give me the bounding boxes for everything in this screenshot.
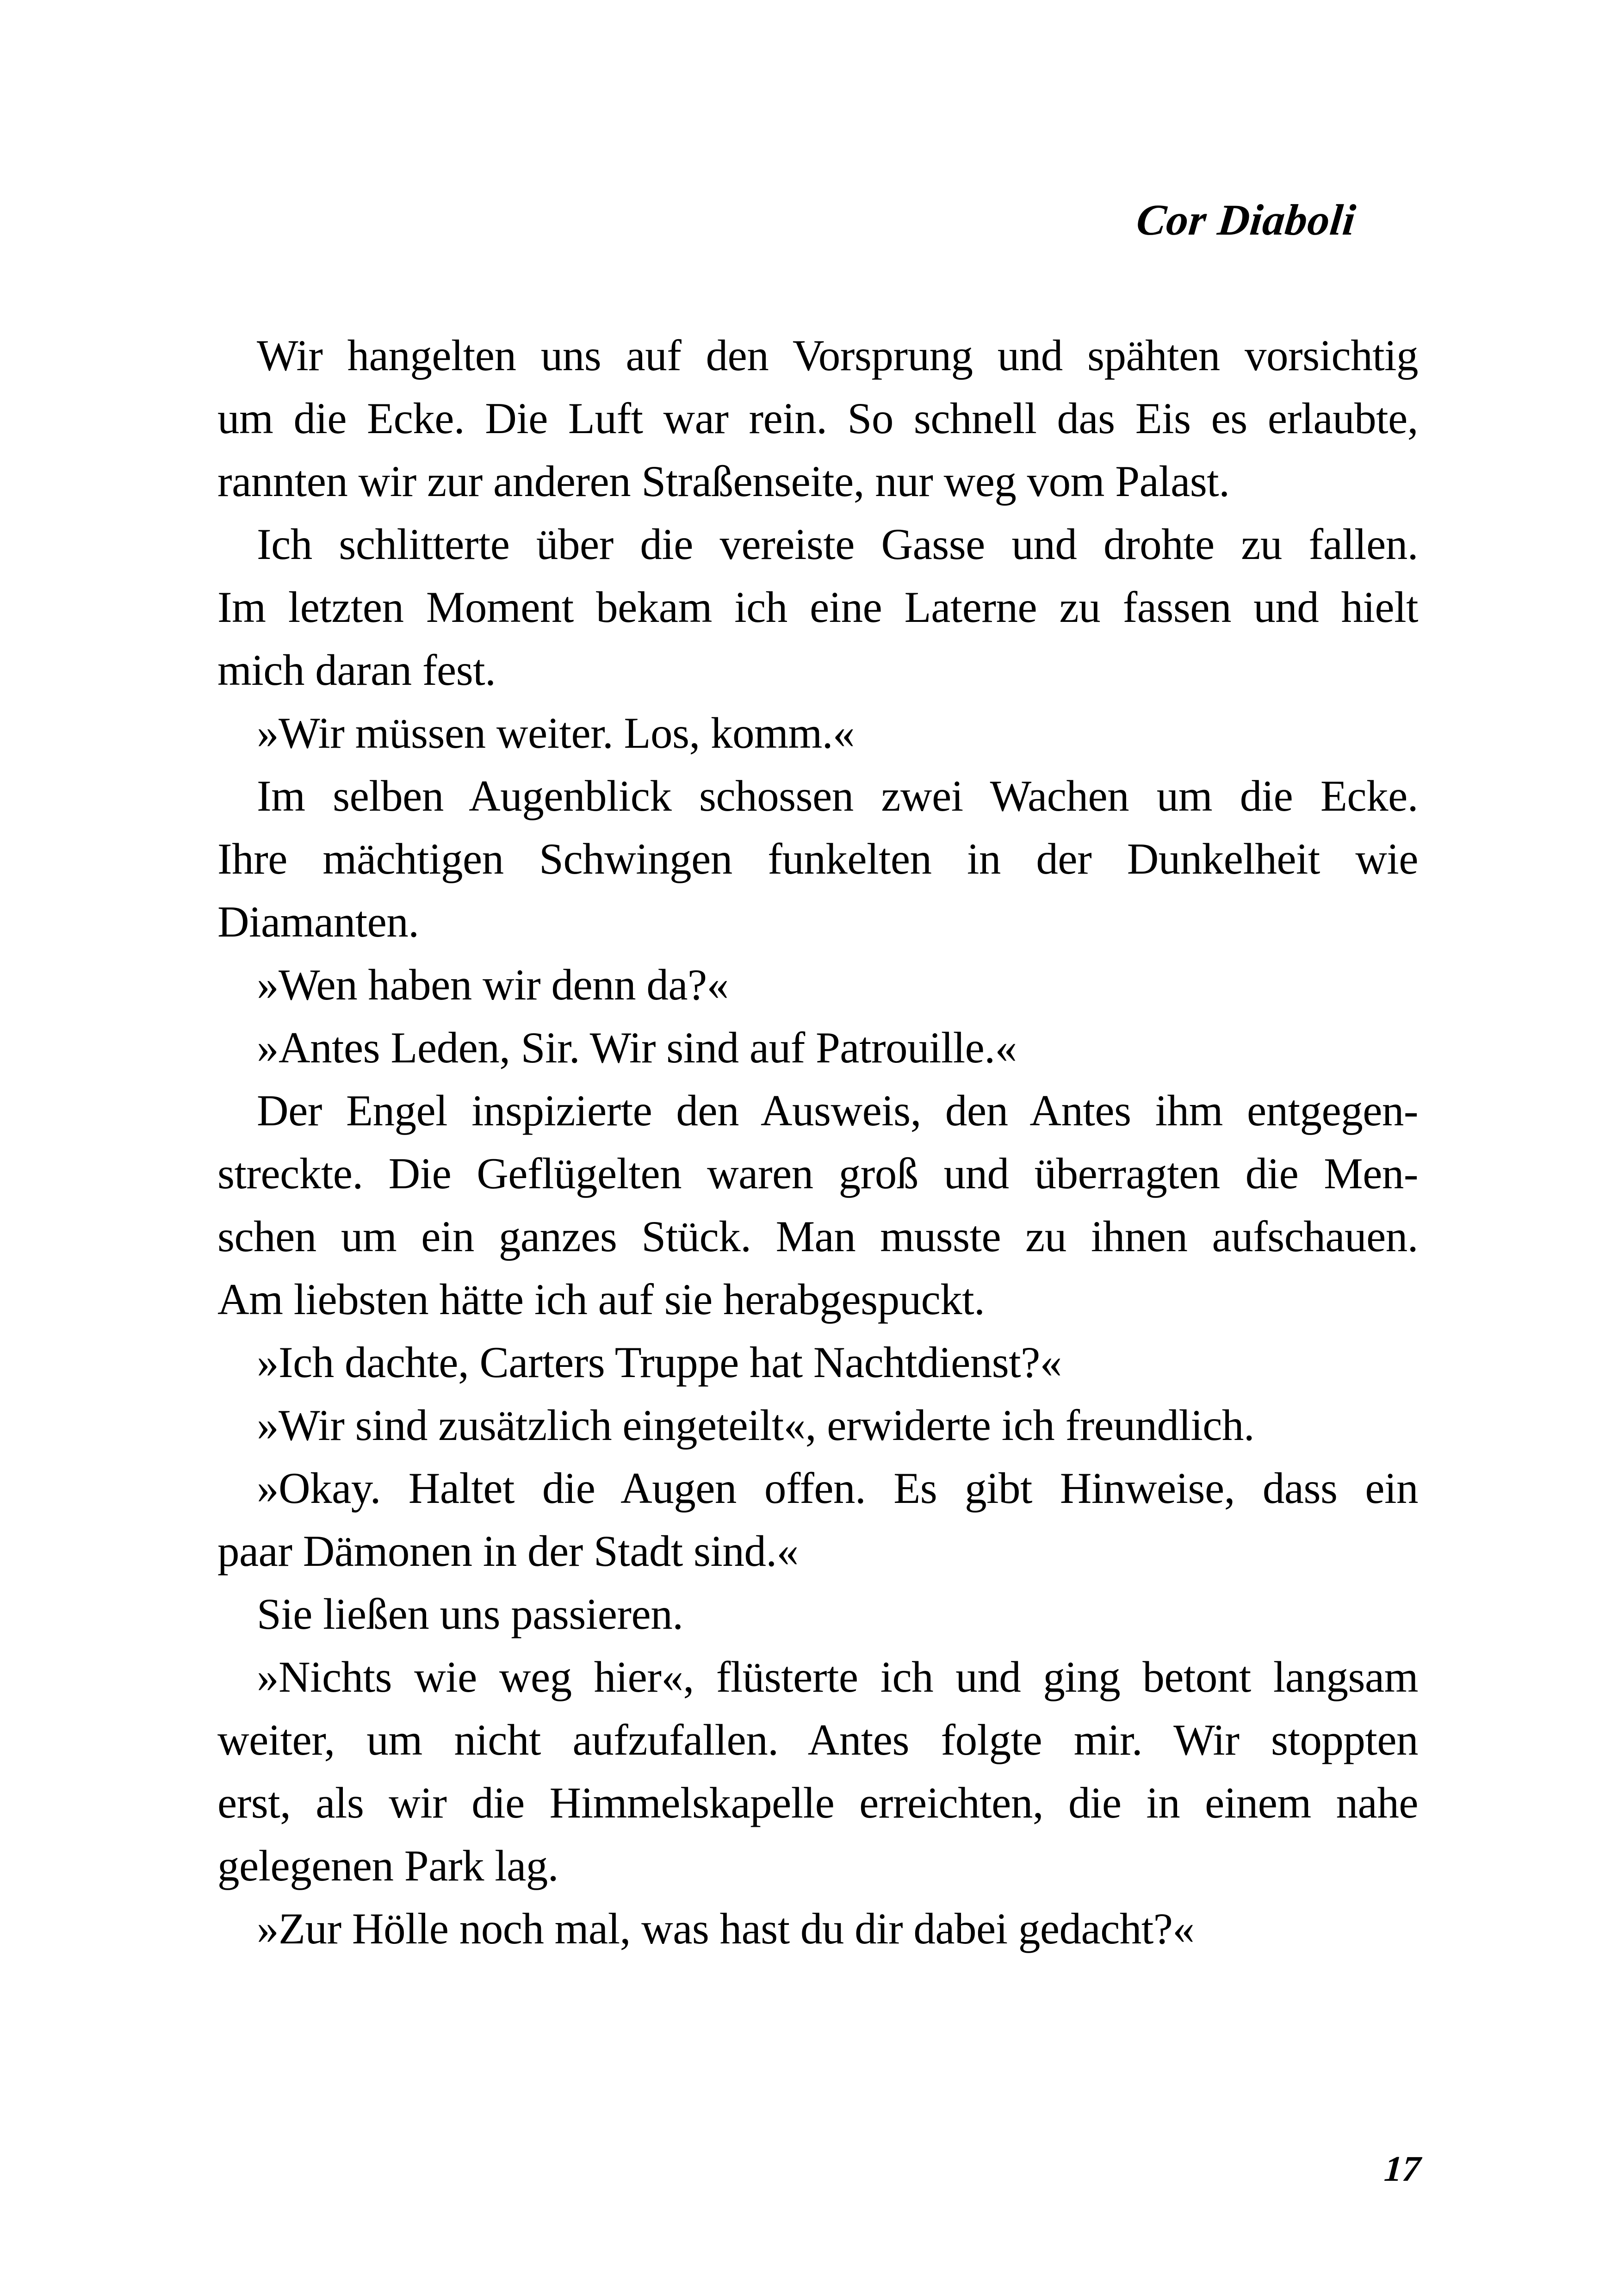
text-line: »Wir müssen weiter. Los, komm.« [257,708,855,757]
text-line: Wir hangelten uns auf den Vorsprung und spähten vorsichtig [257,331,1418,380]
text-line: »Zur Hölle noch mal, was hast du dir dabei gedacht?« [257,1904,1195,1953]
running-head: Cor Diaboli [1134,195,1358,244]
text-line: »Ich dachte, Carters Truppe hat Nachtdienst?« [257,1338,1062,1387]
text-line: um die Ecke. Die Luft war rein. So schnell das Eis es erlaubte, [217,394,1418,443]
text-line: paar Dämonen in der Stadt sind.« [217,1527,799,1576]
text-line: »Okay. Haltet die Augen offen. Es gibt Hinweise, dass ein [257,1464,1418,1513]
body-text [217,324,1418,1960]
text-line: streckte. Die Geflügelten waren groß und überragten die Men- [217,1149,1418,1198]
text-line: Im letzten Moment bekam ich eine Laterne zu fassen und hielt [217,583,1418,632]
text-line: Im selben Augenblick schossen zwei Wachen um die Ecke. [257,771,1418,820]
text-line: Am liebsten hätte ich auf sie herabgespuckt. [217,1275,985,1324]
text-line: erst, als wir die Himmelskapelle erreichten, die in einem nahe [217,1778,1418,1827]
text-line: »Wir sind zusätzlich eingeteilt«, erwiderte ich freundlich. [257,1401,1255,1450]
text-line: gelegenen Park lag. [217,1841,559,1890]
page-number: 17 [1382,2148,1422,2189]
text-line: schen um ein ganzes Stück. Man musste zu ihnen aufschauen. [217,1212,1418,1261]
text-line: Diamanten. [217,897,419,946]
text-line: Sie ließen uns passieren. [257,1589,683,1638]
text-line: Der Engel inspizierte den Ausweis, den Antes ihm entgegen- [257,1086,1418,1135]
text-line: weiter, um nicht aufzufallen. Antes folgte mir. Wir stoppten [217,1715,1418,1764]
text-line: rannten wir zur anderen Straßenseite, nur weg vom Palast. [217,457,1230,506]
text-line: »Antes Leden, Sir. Wir sind auf Patrouille.« [257,1023,1017,1072]
text-line: Ihre mächtigen Schwingen funkelten in der Dunkelheit wie [217,834,1418,883]
text-line: mich daran fest. [217,645,496,695]
text-line: »Nichts wie weg hier«, flüsterte ich und ging betont langsam [257,1652,1418,1701]
text-line: Ich schlitterte über die vereiste Gasse und drohte zu fallen. [257,520,1418,569]
text-line: »Wen haben wir denn da?« [257,960,729,1009]
